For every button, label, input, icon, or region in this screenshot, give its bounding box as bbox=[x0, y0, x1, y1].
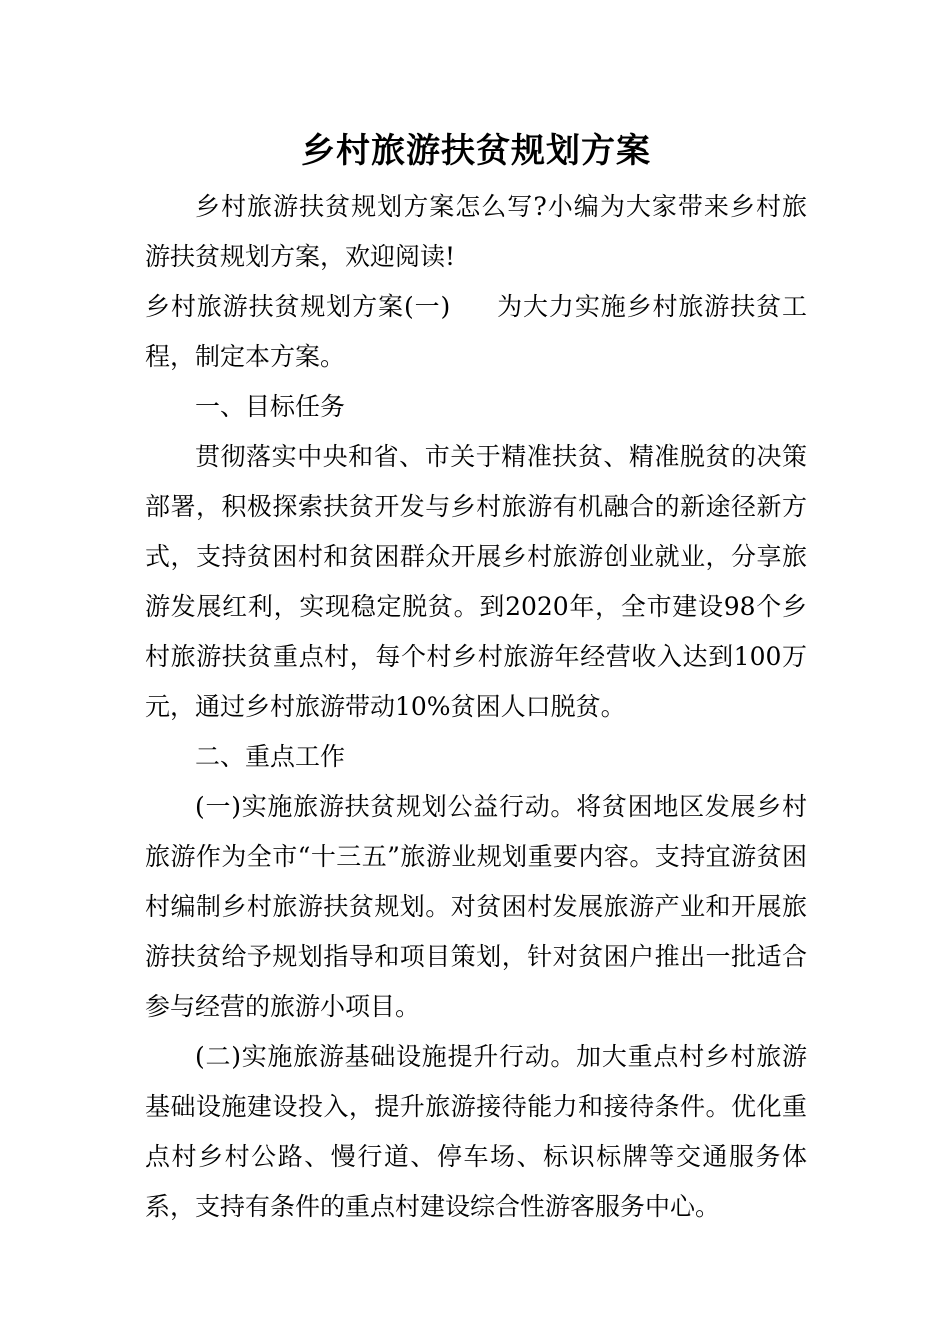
section-paragraph bbox=[145, 282, 807, 382]
section-label: 乡村旅游扶贫规划方案(一) bbox=[145, 292, 451, 321]
heading-targets: 一、目标任务 bbox=[195, 392, 346, 421]
paragraph-targets: 贯彻落实中央和省、市关于精准扶贫、精准脱贫的决策部署，积极探索扶贫开发与乡村旅游有机融合的新途径新方式，支持贫困村和贫困群众开展乡村旅游创业就业，分享旅游发展红利，实现稳定脱贫。到2020年，全市建设98个乡村旅游扶贫重点村，每个村乡村旅游年经营收入达到100万元，通过乡村旅游带动10%贫困人口脱贫。 bbox=[145, 442, 807, 721]
document-title: 乡村旅游扶贫规划方案 bbox=[301, 131, 651, 171]
document-page bbox=[145, 126, 807, 1232]
intro-paragraph: 乡村旅游扶贫规划方案怎么写?小编为大家带来乡村旅游扶贫规划方案，欢迎阅读! bbox=[145, 192, 807, 271]
paragraph-infrastructure-action: (二)实施旅游基础设施提升行动。加大重点村乡村旅游基础设施建设投入，提升旅游接待能力和接待条件。优化重点村乡村公路、慢行道、停车场、标识标牌等交通服务体系，支持有条件的重点村建设综合性游客服务中心。 bbox=[145, 1042, 807, 1221]
heading-key-work: 二、重点工作 bbox=[195, 742, 346, 771]
paragraph-planning-action: (一)实施旅游扶贫规划公益行动。将贫困地区发展乡村旅游作为全市“十三五”旅游业规划重要内容。支持宜游贫困村编制乡村旅游扶贫规划。对贫困村发展旅游产业和开展旅游扶贫给予规划指导和项目策划，针对贫困户推出一批适合参与经营的旅游小项目。 bbox=[145, 792, 807, 1021]
section-text: 为大力实施乡村旅游扶贫工程，制定本方案。 bbox=[145, 292, 807, 371]
